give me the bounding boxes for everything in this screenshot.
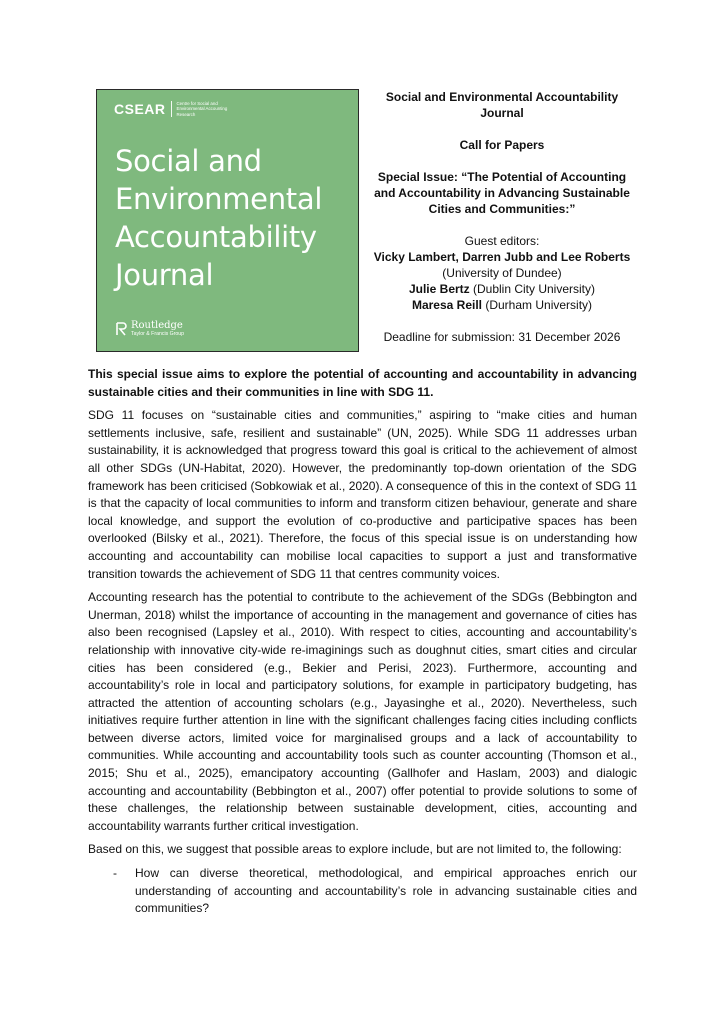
journal-name: Social and Environmental Accountability (385, 90, 619, 104)
cover-title-line: Environmental (115, 182, 323, 216)
journal-name-cont: Journal (480, 106, 524, 120)
paragraph-accounting-research: Accounting research has the potential to contribute to the achievement of the SDGs (Bebbington and Unerman, 2018) whilst the importance of accounting in the management and governance of cities has also been recognised (Lapsley et al., 2010). With respect to cities, accounting and accountability’s relationship with innovative city-wide re-imaginings such as doughnut cities, smart cities and circular cities has been considered (e.g., Bekier and Perisi, 2023). Furthermore, accounting and accountability’s role in local and participatory solutions, for example in participatory budgeting, has attracted the attention of accounting scholars (e.g., Jayasinghe et al., 2020). Nevertheless, such initiatives require further attention in line with the significant challenges facing cities including conflicts between diverse actors, limited voice for marginalised groups and a lack of accountability to communities. While accounting and accountability tools such as counter accounting (Thomson et al., 2015; Shu et al., 2025), emancipatory accounting (Gallhofer and Haslam, 2003) and dialogic accounting and accountability (Bebbington et al., 2007) offer potential to provide solutions to some of these challenges, the relationship between sustainable development, cities, accounting and accountability warrants further critical investigation. (88, 590, 637, 833)
list-item-text: How can diverse theoretical, methodological, and empirical approaches enrich our understanding of accounting and accountability’s role in advancing sustainable cities and communities? (135, 866, 637, 916)
publisher-name: Routledge (131, 320, 183, 331)
journal-cover (96, 89, 359, 352)
call-header (372, 89, 632, 345)
routledge-logo-icon (116, 322, 127, 336)
special-issue-title: Special Issue: “The Potential of Accounting (377, 170, 627, 184)
list-item (113, 865, 637, 918)
cover-title (115, 142, 322, 294)
publisher-logo (116, 321, 184, 337)
cover-title-line: Journal (115, 258, 214, 292)
publisher-subtitle: Taylor & Francis Group (131, 331, 185, 337)
submission-deadline: Deadline for submission: 31 December 2026 (383, 330, 621, 344)
csear-brand: CSEAR (114, 101, 166, 117)
editor-bertz: Julie Bertz (408, 282, 470, 296)
list-dash: - (113, 866, 117, 881)
special-issue-title-cont: Cities and Communities:” (428, 202, 576, 216)
intro-paragraph: This special issue aims to explore the potential of accounting and accountability in advancing sustainable cities and their communities in line with SDG 11. (88, 367, 637, 399)
editor-reill: Maresa Reill (411, 298, 483, 312)
logo-divider (171, 101, 172, 117)
cover-title-line: Accountability (115, 220, 317, 254)
affiliation-durham: (Durham University) (482, 298, 593, 312)
affiliation-dcu: (Dublin City University) (469, 282, 596, 296)
research-questions-list (88, 865, 637, 918)
editors-dundee: Vicky Lambert, Darren Jubb and Lee Roberts (373, 250, 631, 264)
cover-title-line: Social and (115, 144, 262, 178)
special-issue-title-cont: and Accountability in Advancing Sustainable (374, 186, 630, 200)
paragraph-sdg11: SDG 11 focuses on “sustainable cities and communities,” aspiring to “make cities and human settlements inclusive, safe, resilient and sustainable” (UN, 2025). While SDG 11 addresses urban sustainability, it is acknowledged that progress toward this goal is critical to the achievement of almost all other SDGs (UN-Habitat, 2020). However, the predominantly top-down orientation of the SDG framework has been criticised (Sobkowiak et al., 2020). A consequence of this in the context of SDG 11 is that the capacity of local communities to inform and transform citizen behaviour, generate and share local knowledge, and support the evolution of co-productive and participative spaces has been overlooked (Bilsky et al., 2021). Therefore, the focus of this special issue is on understanding how accounting and accountability can mobilise local capacities to support a just and transformative transition towards the achievement of SDG 11 that centres community voices. (88, 408, 637, 581)
csear-brand-subtitle: Centre for Social and Environmental Accounting Research (176, 101, 228, 117)
affiliation-dundee: (University of Dundee) (442, 266, 562, 280)
body-text (88, 366, 637, 918)
editor-line-bertz (372, 281, 632, 297)
editor-line-reill (372, 297, 632, 313)
guest-editors-label: Guest editors: (464, 234, 540, 248)
csear-logo (114, 101, 235, 117)
paragraph-areas-intro: Based on this, we suggest that possible areas to explore include, but are not limited to, the following: (88, 842, 622, 857)
call-for-papers: Call for Papers (459, 138, 545, 152)
